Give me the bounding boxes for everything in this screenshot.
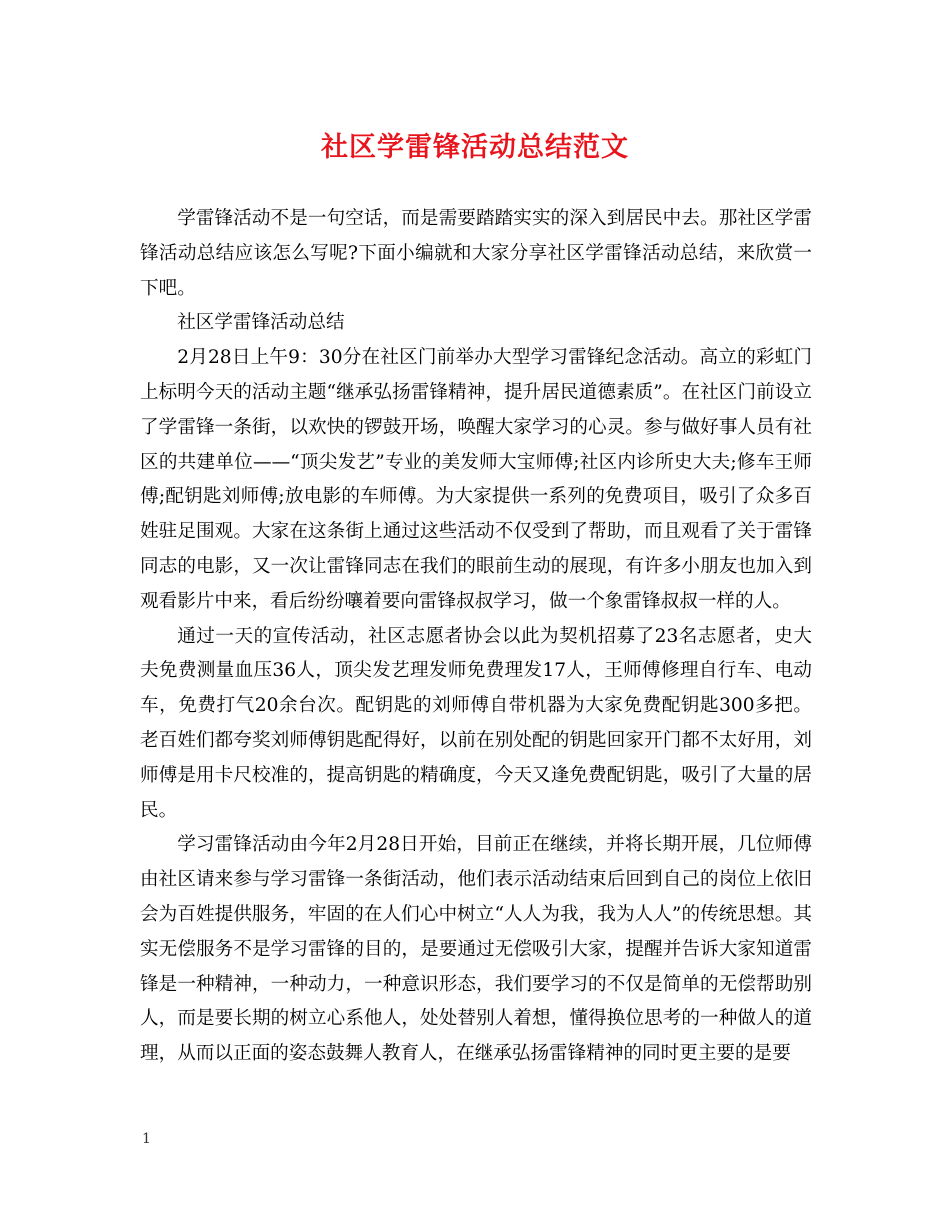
document-body: [140, 202, 812, 1072]
paragraph-ongoing: 学习雷锋活动由今年2月28日开始，目前正在继续，并将长期开展，几位师傅由社区请来参与学习雷锋一条街活动，他们表示活动结束后回到自己的岗位上依旧会为百姓提供服务，牢固的在人们心中树立“人人为我，我为人人”的传统思想。其实无偿服务不是学习雷锋的目的，是要通过无偿吸引大家，提醒并告诉大家知道雷锋是一种精神，一种动力，一种意识形态，我们要学习的不仅是简单的无偿帮助别人，而是要长期的树立心系他人，处处替别人着想，懂得换位思考的一种做人的道理，从而以正面的姿态鼓舞人教育人，在继承弘扬雷锋精神的同时更主要的是要: [140, 834, 812, 1065]
paragraph-subheading: 社区学雷锋活动总结: [177, 312, 345, 334]
page-number: 1: [142, 1131, 151, 1147]
paragraph-event: 2月28日上午9：30分在社区门前举办大型学习雷锋纪念活动。高立的彩虹门上标明今天的活动主题“继承弘扬雷锋精神，提升居民道德素质”。在社区门前设立了学雷锋一条街，以欢快的锣鼓开场，唤醒大家学习的心灵。参与做好事人员有社区的共建单位——“顶尖发艺”专业的美发师大宝师傅;社区内诊所史大夫;修车王师傅;配钥匙刘师傅;放电影的车师傅。为大家提供一系列的免费项目，吸引了众多百姓驻足围观。大家在这条街上通过这些活动不仅受到了帮助，而且观看了关于雷锋同志的电影，又一次让雷锋同志在我们的眼前生动的展现，有许多小朋友也加入到观看影片中来，看后纷纷嚷着要向雷锋叔叔学习，做一个象雷锋叔叔一样的人。: [140, 347, 812, 612]
paragraph-intro: 学雷锋活动不是一句空话，而是需要踏踏实实的深入到居民中去。那社区学雷锋活动总结应该怎么写呢?下面小编就和大家分享社区学雷锋活动总结，来欣赏一下吧。: [140, 208, 812, 299]
paragraph-results: 通过一天的宣传活动，社区志愿者协会以此为契机招募了23名志愿者，史大夫免费测量血压36人，顶尖发艺理发师免费理发17人，王师傅修理自行车、电动车，免费打气20余台次。配钥匙的刘师傅自带机器为大家免费配钥匙300多把。老百姓们都夸奖刘师傅钥匙配得好，以前在别处配的钥匙回家开门都不太好用，刘师傅是用卡尺校准的，提高钥匙的精确度，今天又逢免费配钥匙，吸引了大量的居民。: [140, 625, 812, 821]
document-title: 社区学雷锋活动总结范文: [321, 132, 629, 163]
